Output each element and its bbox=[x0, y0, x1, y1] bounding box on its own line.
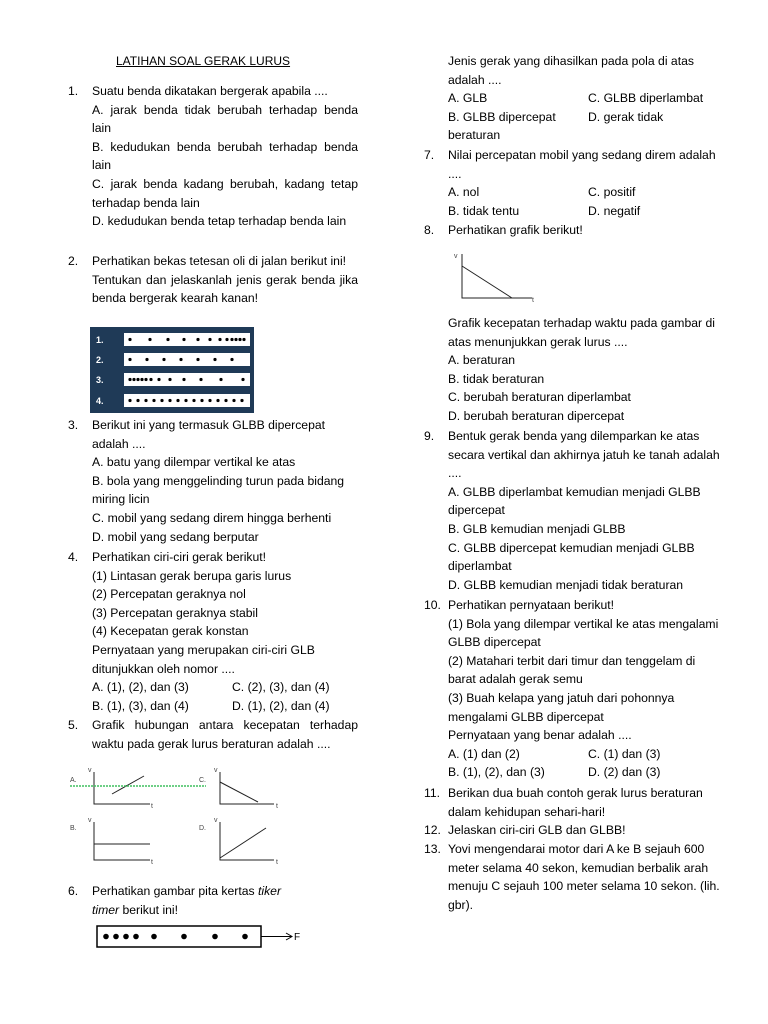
question-number: 8. bbox=[424, 223, 435, 237]
option-a: A. beraturan bbox=[448, 353, 516, 368]
row-label: 3. bbox=[96, 375, 104, 385]
question-stem: Berikan dua buah contoh gerak lurus beraturan dalam kehidupan sehari-hari! bbox=[448, 786, 703, 819]
question-6 bbox=[68, 882, 358, 919]
question-number: 12. bbox=[424, 823, 441, 837]
option-b: B. GLB kemudian menjadi GLBB bbox=[448, 521, 626, 536]
question-6-continued bbox=[424, 52, 724, 145]
option-b: B. tidak tentu bbox=[448, 203, 520, 218]
question-1 bbox=[68, 82, 358, 231]
option-c: C. (1) dan (3) bbox=[588, 746, 661, 761]
question-5 bbox=[68, 716, 358, 753]
option-c: C. GLBB diperlambat bbox=[588, 91, 704, 106]
option-a: A. (1) dan (2) bbox=[448, 746, 520, 761]
question-stem: Perhatikan ciri-ciri gerak berikut! bbox=[92, 550, 267, 564]
question-number: 13. bbox=[424, 842, 441, 856]
question-number: 6. bbox=[68, 884, 79, 898]
option-b: B. bola yang menggelinding turun pada bidang miring licin bbox=[92, 473, 345, 507]
statement-4: (4) Kecepatan gerak konstan bbox=[92, 624, 249, 639]
axis-v: v bbox=[88, 817, 92, 824]
question-11 bbox=[424, 784, 724, 821]
graph-axes bbox=[462, 254, 532, 298]
question-stem: Yovi mengendarai motor dari A ke B sejauh 600 meter selama 40 sekon, kemudian berbalik arah menuju C sejauh 100 meter selama 10 sekon. (lih. gbr). bbox=[448, 842, 720, 912]
question-9 bbox=[424, 427, 724, 594]
vt-graph-options bbox=[68, 764, 358, 874]
question-3 bbox=[68, 416, 358, 546]
option-d: D. (2) dan (3) bbox=[588, 765, 661, 780]
axis-t: t bbox=[276, 859, 278, 866]
axis-t: t bbox=[151, 859, 153, 866]
question-number: 3. bbox=[68, 418, 79, 432]
statement-2: (2) Percepatan geraknya nol bbox=[92, 587, 246, 602]
statement-2: (2) Matahari terbit dari timur dan tenggelam di barat adalah gerak semu bbox=[448, 653, 696, 687]
option-a: A. (1), (2), dan (3) bbox=[92, 680, 189, 695]
option-b: B. (1), (2), dan (3) bbox=[448, 765, 545, 780]
option-d: D. berubah beraturan dipercepat bbox=[448, 408, 625, 423]
option-a: A. GLBB diperlambat kemudian menjadi GLBB dipercepat bbox=[448, 484, 701, 518]
option-d: D. mobil yang sedang berputar bbox=[92, 529, 259, 544]
question-stem: Grafik hubungan antara kecepatan terhadap waktu pada gerak lurus beraturan adalah .... bbox=[92, 718, 358, 751]
question-stem: Perhatikan grafik berikut! bbox=[448, 223, 583, 237]
question-number: 4. bbox=[68, 550, 79, 564]
question-stem: Suatu benda dikatakan bergerak apabila .... bbox=[92, 84, 328, 98]
axis-v: v bbox=[214, 817, 218, 824]
option-a: A. batu yang dilempar vertikal ke atas bbox=[92, 455, 296, 470]
option-b: B. tidak beraturan bbox=[448, 371, 545, 386]
axis-t: t bbox=[532, 297, 534, 304]
graph-b-axes bbox=[94, 822, 150, 860]
option-b: B. GLBB dipercepat bbox=[448, 109, 556, 124]
question-number: 10. bbox=[424, 598, 441, 612]
statement-1: (1) Lintasan gerak berupa garis lurus bbox=[92, 568, 292, 583]
option-c: C. GLBB dipercepat kemudian menjadi GLBB diperlambat bbox=[448, 540, 695, 574]
question-13 bbox=[424, 840, 724, 914]
graph-a-line bbox=[112, 776, 144, 794]
graph-d-line bbox=[220, 828, 266, 858]
graph-label-a: A. bbox=[70, 777, 77, 784]
graph-d-axes bbox=[220, 822, 274, 860]
statement-1: (1) Bola yang dilempar vertikal ke atas mengalami GLBB dipercepat bbox=[448, 616, 719, 650]
row-label: 2. bbox=[96, 355, 104, 365]
stem-text: berikut ini! bbox=[119, 902, 179, 917]
option-a: A. nol bbox=[448, 185, 480, 200]
question-prompt: Pernyataan yang benar adalah .... bbox=[448, 728, 632, 743]
axis-v: v bbox=[88, 767, 92, 774]
row-label: 1. bbox=[96, 335, 104, 345]
page-title: LATIHAN SOAL GERAK LURUS bbox=[116, 54, 291, 68]
graph-label-d: D. bbox=[199, 825, 206, 832]
option-a: A. jarak benda tidak berubah terhadap benda lain bbox=[92, 102, 358, 136]
row-label: 4. bbox=[96, 396, 104, 406]
option-d-continued: beraturan bbox=[448, 128, 501, 143]
option-d: D. kedudukan benda tetap terhadap benda lain bbox=[92, 214, 347, 229]
stem-text: Perhatikan gambar pita kertas bbox=[92, 884, 258, 898]
question-2 bbox=[68, 252, 358, 308]
force-label: F bbox=[294, 932, 301, 943]
question-number: 9. bbox=[424, 429, 435, 443]
question-number: 2. bbox=[68, 254, 79, 268]
axis-t: t bbox=[276, 803, 278, 810]
question-number: 7. bbox=[424, 148, 435, 162]
option-b: B. (1), (3), dan (4) bbox=[92, 698, 189, 713]
question-7 bbox=[424, 146, 724, 220]
question-instruction: Tentukan dan jelaskanlah jenis gerak benda jika benda bergerak kearah kanan! bbox=[92, 272, 358, 306]
question-8 bbox=[424, 221, 724, 240]
option-c: C. (2), (3), dan (4) bbox=[232, 680, 330, 695]
question-4 bbox=[68, 548, 358, 715]
graph-label-b: B. bbox=[70, 825, 77, 832]
axis-v: v bbox=[454, 253, 458, 260]
statement-3: (3) Buah kelapa yang jatuh dari pohonnya mengalami GLBB dipercepat bbox=[448, 690, 675, 724]
question-stem: Bentuk gerak benda yang dilemparkan ke atas secara vertikal dan akhirnya jatuh ke tanah adalah .... bbox=[448, 429, 720, 481]
stem-italic: timer bbox=[92, 902, 120, 917]
graph-line bbox=[462, 266, 512, 298]
axis-v: v bbox=[214, 767, 218, 774]
question-stem bbox=[92, 882, 358, 919]
oil-drip-figure bbox=[90, 327, 254, 413]
question-stem: Perhatikan bekas tetesan oli di jalan berikut ini! bbox=[92, 254, 347, 268]
option-d: D. GLBB kemudian menjadi tidak beraturan bbox=[448, 577, 684, 592]
question-10 bbox=[424, 596, 724, 782]
question-12 bbox=[424, 821, 724, 840]
statement-3: (3) Percepatan geraknya stabil bbox=[92, 605, 258, 620]
axis-t: t bbox=[151, 803, 153, 810]
question-prompt: Pernyataan yang merupakan ciri-ciri GLB ditunjukkan oleh nomor .... bbox=[92, 642, 315, 676]
question-number: 11. bbox=[424, 786, 441, 800]
option-d: D. negatif bbox=[588, 203, 641, 218]
option-c: C. berubah beraturan diperlambat bbox=[448, 390, 631, 405]
question-stem: Jelaskan ciri-ciri GLB dan GLBB! bbox=[448, 823, 626, 837]
question-number: 5. bbox=[68, 718, 79, 732]
graph-c-line bbox=[220, 782, 258, 802]
option-c: C. mobil yang sedang direm hingga berhenti bbox=[92, 510, 332, 525]
option-d: D. (1), (2), dan (4) bbox=[232, 698, 330, 713]
ticker-tape-figure bbox=[96, 924, 346, 950]
option-c: C. jarak benda kadang berubah, kadang tetap terhadap benda lain bbox=[92, 176, 358, 210]
graph-c-axes bbox=[220, 772, 274, 804]
question-stem: Nilai percepatan mobil yang sedang direm adalah .... bbox=[448, 148, 716, 181]
question-stem: Jenis gerak yang dihasilkan pada pola di atas adalah .... bbox=[448, 54, 694, 87]
graph-label-c: C. bbox=[199, 777, 206, 784]
q8-vt-graph bbox=[452, 250, 552, 306]
question-stem: Berikut ini yang termasuk GLBB dipercepat adalah .... bbox=[92, 418, 326, 451]
question-number: 1. bbox=[68, 84, 79, 98]
option-b: B. kedudukan benda berubah terhadap benda lain bbox=[92, 139, 358, 173]
option-c: C. positif bbox=[588, 185, 636, 200]
option-d: D. gerak tidak bbox=[588, 109, 664, 124]
stem-italic: tiker bbox=[257, 884, 282, 898]
graph-description: Grafik kecepatan terhadap waktu pada gambar di atas menunjukkan gerak lurus .... bbox=[448, 316, 715, 349]
question-8-body bbox=[424, 314, 724, 426]
question-stem: Perhatikan pernyataan berikut! bbox=[448, 598, 614, 612]
option-a: A. GLB bbox=[448, 91, 488, 106]
